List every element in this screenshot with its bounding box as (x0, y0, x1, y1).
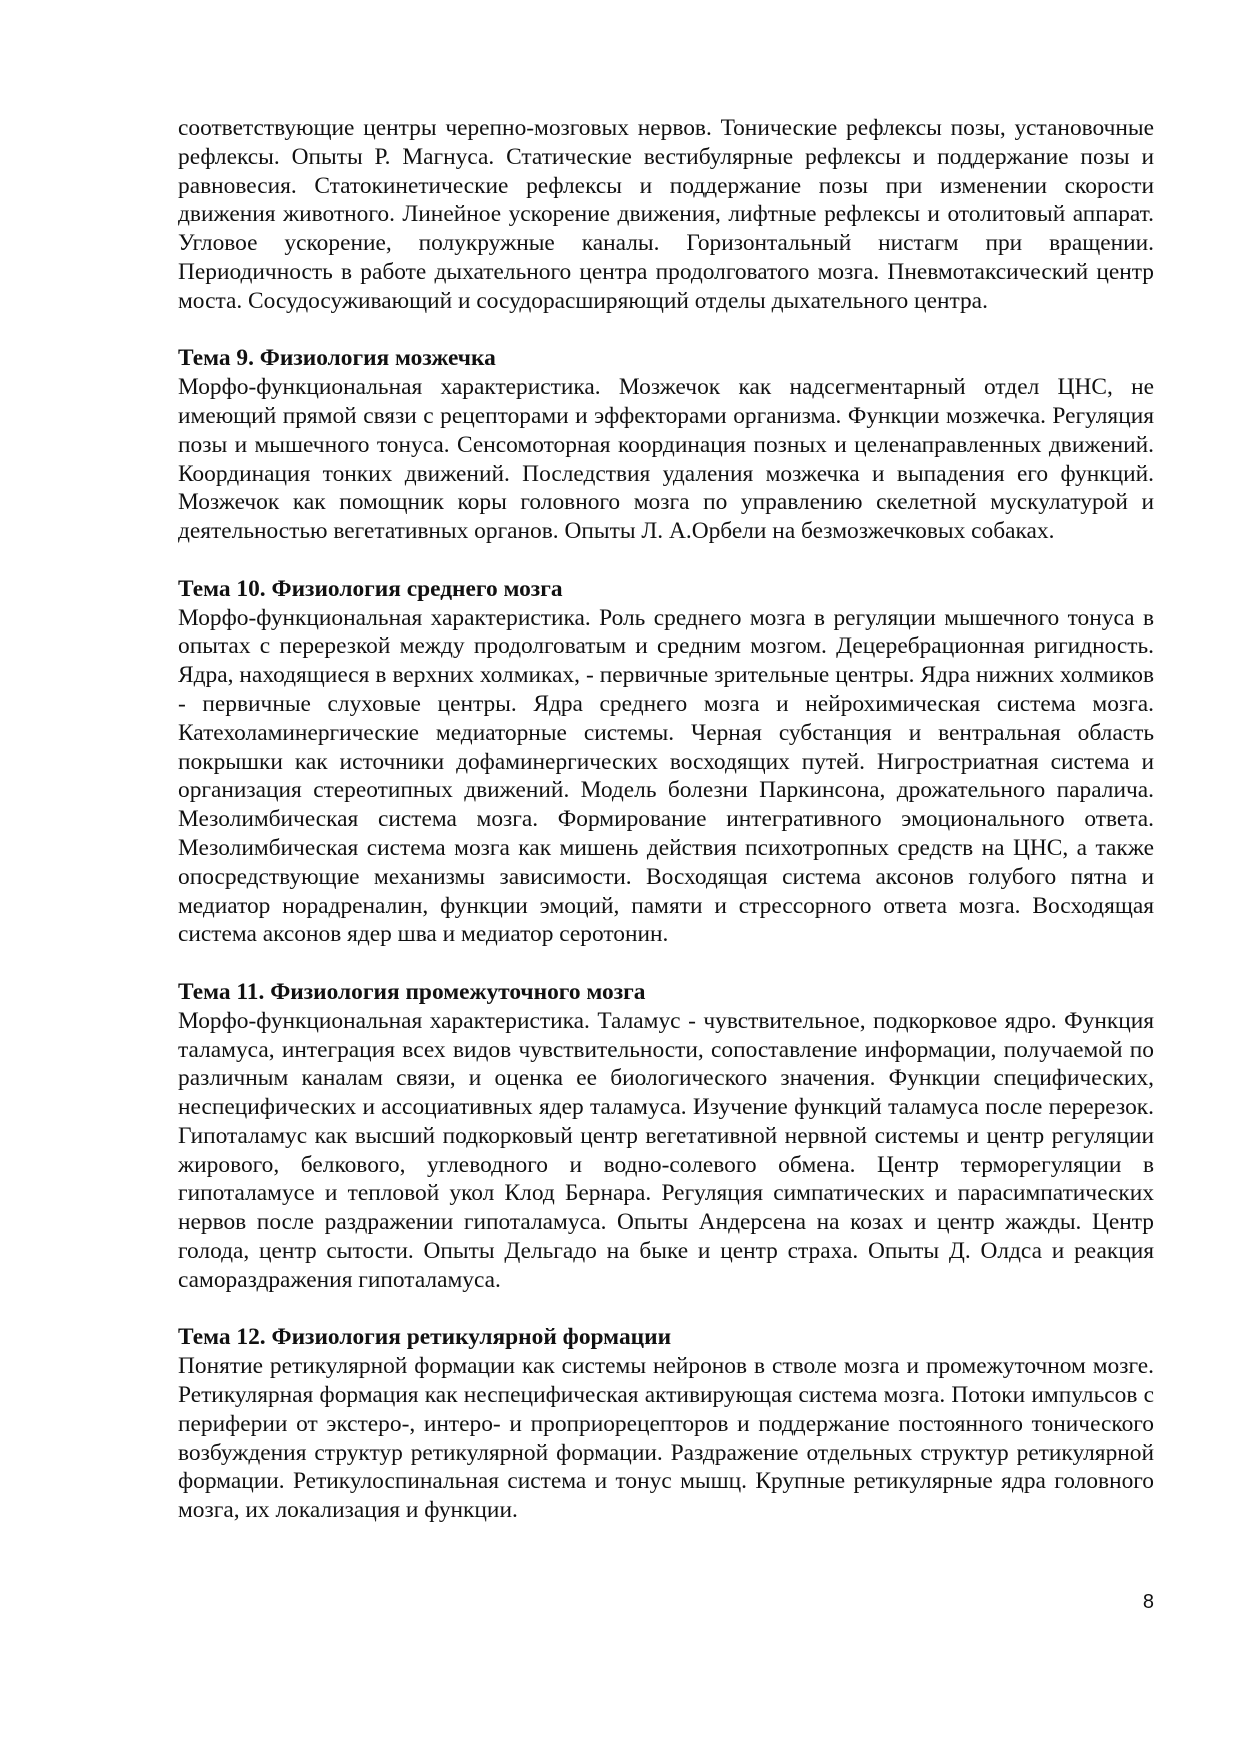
section-paragraph: Морфо-функциональная характеристика. Таламус - чувствительное, подкорковое ядро. Функция таламуса, интеграция всех видов чувствительности, сопоставление информации, получаемой по различным каналам связи, и оценка ее биологического значения. Функции специфических, неспецифических и ассоциативных ядер таламуса. Изучение функций таламуса после перерезок. Гипоталамус как высший подкорковый центр вегетативной нервной системы и центр регуляции жирового, белкового, углеводного и водно-солевого обмена. Центр терморегуляции в гипоталамусе и тепловой укол Клод Бернара. Регуляция симпатических и парасимпатических нервов после раздражении гипоталамуса. Опыты Андерсена на козах и центр жажды. Центр голода, центр сытости. Опыты Дельгадо на быке и центр страха. Опыты Д. Олдса и реакция самораздражения гипоталамуса. (178, 1007, 1154, 1293)
section-heading: Тема 9. Физиология мозжечка (178, 345, 496, 372)
section-topic-12 (178, 1323, 1154, 1525)
section-topic-11 (178, 978, 1154, 1295)
page-number: 8 (1142, 1591, 1154, 1613)
section-topic-9 (178, 344, 1154, 546)
section-heading: Тема 10. Физиология среднего мозга (178, 575, 563, 602)
section-paragraph: Морфо-функциональная характеристика. Мозжечок как надсегментарный отдел ЦНС, не имеющий прямой связи с рецепторами и эффекторами организма. Функции мозжечка. Регуляция позы и мышечного тонуса. Сенсомоторная координация позных и целенаправленных движений. Координация тонких движений. Последствия удаления мозжечка и выпадения его функций. Мозжечок как помощник коры головного мозга по управлению скелетной мускулатурой и деятельностью вегетативных органов. Опыты Л. А.Орбели на безмозжечковых собаках. (178, 374, 1154, 545)
section-heading: Тема 12. Физиология ретикулярной формации (178, 1324, 672, 1351)
intro-paragraph: соответствующие центры черепно-мозговых нервов. Тонические рефлексы позы, установочные рефлексы. Опыты Р. Магнуса. Статические вестибулярные рефлексы и поддержание позы и равновесия. Статокинетические рефлексы и поддержание позы при изменении скорости движения животного. Линейное ускорение движения, лифтные рефлексы и отолитовый аппарат. Угловое ускорение, полукружные каналы. Горизонтальный нистагм при вращении. Периодичность в работе дыхательного центра продолговатого мозга. Пневмотаксический центр моста. Сосудосуживающий и сосудорасширяющий отделы дыхательного центра. (178, 115, 1154, 314)
section-topic-10 (178, 575, 1154, 949)
section-heading: Тема 11. Физиология промежуточного мозга (178, 978, 646, 1005)
section-paragraph: Морфо-функциональная характеристика. Роль среднего мозга в регуляции мышечного тонуса в опытах с перерезкой между продолговатым и средним мозгом. Децеребрационная ригидность. Ядра, находящиеся в верхних холмиках, - первичные зрительные центры. Ядра нижних холмиков - первичные слуховые центры. Ядра среднего мозга и нейрохимическая система мозга. Катехоламинергические медиаторные системы. Черная субстанция и вентральная область покрышки как источники дофаминергических восходящих путей. Нигростриатная система и организация стереотипных движений. Модель болезни Паркинсона, дрожательного паралича. Мезолимбическая система мозга. Формирование интегративного эмоционального ответа. Мезолимбическая система мозга как мишень действия психотропных средств на ЦНС, а также опосредствующие механизмы зависимости. Восходящая система аксонов голубого пятна и медиатор норадреналин, функции эмоций, памяти и стрессорного ответа мозга. Восходящая система аксонов ядер шва и медиатор серотонин. (178, 604, 1154, 948)
document-page (178, 114, 1154, 1525)
section-paragraph: Понятие ретикулярной формации как системы нейронов в стволе мозга и промежуточном мозге. Ретикулярная формация как неспецифическая активирующая система мозга. Потоки импульсов с периферии от экстеро-, интеро- и проприорецепторов и поддержание постоянного тонического возбуждения структур ретикулярной формации. Раздражение отдельных структур ретикулярной формации. Ретикулоспинальная система и тонус мышц. Крупные ретикулярные ядра головного мозга, их локализация и функции. (178, 1353, 1154, 1524)
